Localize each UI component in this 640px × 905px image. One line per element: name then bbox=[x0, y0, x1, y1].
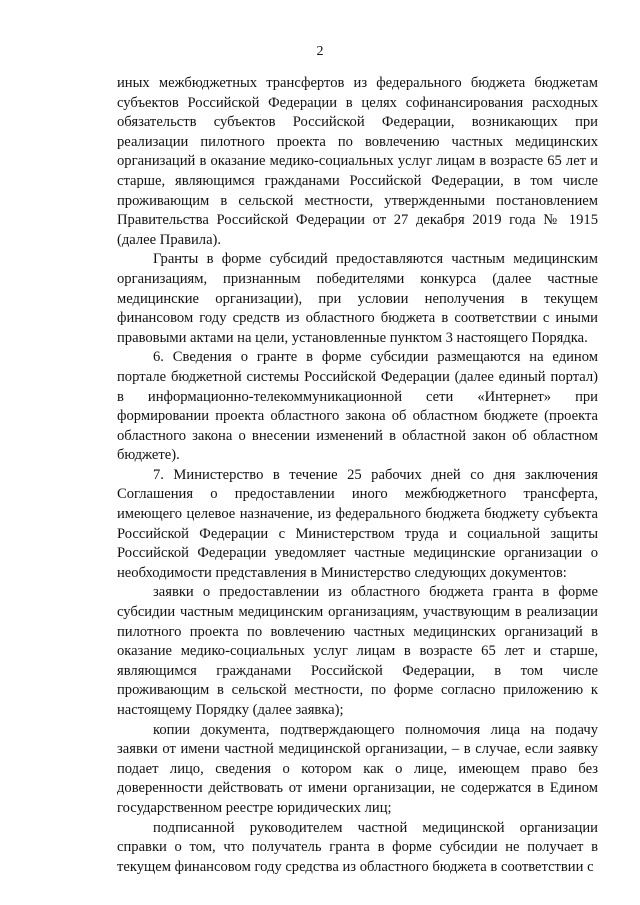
paragraph-application-list-item: заявки о предоставлении из областного бюджета гранта в форме субсидии частным медицинским организациям, участвующим в реализации пилотного проекта по вовлечению частных медицинских организаций в оказание медико-социальных услуг лицам в возрасте 65 лет и старше, являющимся гражданами Российской Федерации, в том числе проживающим в сельской местности, по форме согласно приложению к настоящему Порядку (далее заявка); bbox=[117, 584, 598, 718]
paragraph-grants-provision: Гранты в форме субсидий предоставляются частным медицинским организациям, признанным победителями конкурса (далее частные медицинские организации), при условии неполучения в текущем финансовом году средств из областного бюджета в соответствии с иными правовыми актами на цели, установленные пунктом 3 настоящего Порядка. bbox=[117, 251, 598, 346]
paragraph-authority-copy-list-item: копии документа, подтверждающего полномочия лица на подачу заявки от имени частной медицинской организации, – в случае, если заявку подает лицо, сведения о котором как о лице, имеющем право без доверенности действовать от имени организации, не содержатся в Едином государственном реестре юридических лиц; bbox=[117, 721, 598, 816]
paragraph-item-7: 7. Министерство в течение 25 рабочих дней со дня заключения Соглашения о предоставлении иного межбюджетного трансферта, имеющего целевое назначение, из федерального бюджета бюджету субъекта Российской Федерации с Министерством труда и социальной защиты Российской Федерации уведомляет частные медицинские организации о необходимости представления в Министерство следующих документов: bbox=[117, 466, 598, 581]
document-body bbox=[117, 74, 598, 877]
paragraph-rules-continuation: иных межбюджетных трансфертов из федерального бюджета бюджетам субъектов Российской Федерации в целях софинансирования расходных обязательств субъектов Российской Федерации, возникающих при реализации пилотного проекта по вовлечению частных медицинских организаций в оказание медико-социальных услуг лицам в возрасте 65 лет и старше, являющимся гражданами Российской Федерации, в том числе проживающим в сельской местности, утвержденными постановлением Правительства Российской Федерации от 27 декабря 2019 года № 1915 (далее Правила). bbox=[117, 75, 598, 248]
paragraph-item-6: 6. Сведения о гранте в форме субсидии размещаются на едином портале бюджетной системы Российской Федерации (далее единый портал) в информационно-телекоммуникационной сети «Интернет» при формировании проекта областного закона об областном бюджете (проекта областного закона о внесении изменений в областной закон об областном бюджете). bbox=[117, 349, 598, 464]
paragraph-certificate-list-item: подписанной руководителем частной медицинской организации справки о том, что получатель гранта в форме субсидии не получает в текущем финансовом году средства из областного бюджета в соответствии с bbox=[117, 819, 598, 875]
page-number: 2 bbox=[316, 44, 324, 59]
